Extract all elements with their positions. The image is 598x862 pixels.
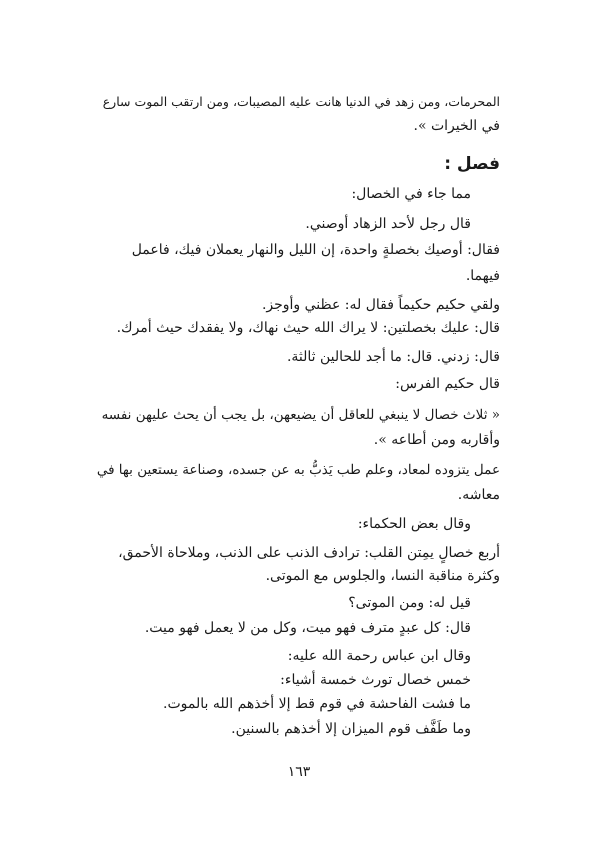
- text-line: قال رجل لأحد الزهاد أوصني.: [305, 216, 471, 232]
- section-heading: فصل :: [444, 154, 500, 174]
- page-number: ١٦٣: [287, 764, 311, 780]
- text-line: ولقي حكيم حكيماً فقال له: عظني وأوجز.: [261, 297, 500, 313]
- text-line: أربع خصالٍ يمِتن القلب: ترادف الذنب على الذنب، وملاحاة الأحمق،: [118, 545, 500, 561]
- text-line: قال: عليك بخصلتين: لا يراك الله حيث نهاك، ولا يفقدك حيث أمرك.: [116, 320, 500, 336]
- text-line: فقال: أوصيك بخصلةٍ واحدة، إن الليل والنهار يعملان فيك، فاعمل: [131, 242, 500, 258]
- text-line: في الخيرات ».: [413, 118, 500, 134]
- text-line: قال: زدني. قال: ما أجد للحالين ثالثة.: [286, 349, 500, 365]
- text-line: وكثرة مناقبة النسا، والجلوس مع الموتى.: [265, 568, 500, 584]
- text-line: ما فشت الفاحشة في قوم قط إلا أخذهم الله بالموت.: [163, 696, 471, 712]
- text-line: « ثلاث خصال لا ينبغي للعاقل أن يضيعهن، بل يجب أن يحث عليهن نفسه: [101, 407, 500, 423]
- text-line: مما جاء في الخصال:: [351, 186, 471, 202]
- text-line: وما طَفَّف قوم الميزان إلا أخذهم بالسنين.: [231, 721, 471, 737]
- text-line: وقال ابن عباس رحمة الله عليه:: [287, 648, 471, 664]
- text-line: قيل له: ومن الموتى؟: [348, 595, 471, 611]
- text-line: معاشه.: [457, 487, 500, 503]
- text-line: خمس خصال تورث خمسة أشياء:: [280, 672, 471, 688]
- text-line: قال حكيم الفرس:: [395, 376, 500, 392]
- text-line: قال: كل عبدٍ مترف فهو ميت، وكل من لا يعمل فهو ميت.: [144, 620, 471, 636]
- text-line: المحرمات، ومن زهد في الدنيا هانت عليه المصيبات، ومن ارتقب الموت سارع: [102, 94, 500, 109]
- text-line: وأقاربه ومن أطاعه ».: [373, 432, 500, 448]
- text-line: عمل يتزوده لمعاد، وعلم طب يَذبُّ به عن جسده، وصناعة يستعين بها في: [96, 462, 500, 478]
- text-line: وقال بعض الحكماء:: [357, 516, 471, 532]
- text-line: فيهما.: [465, 268, 500, 284]
